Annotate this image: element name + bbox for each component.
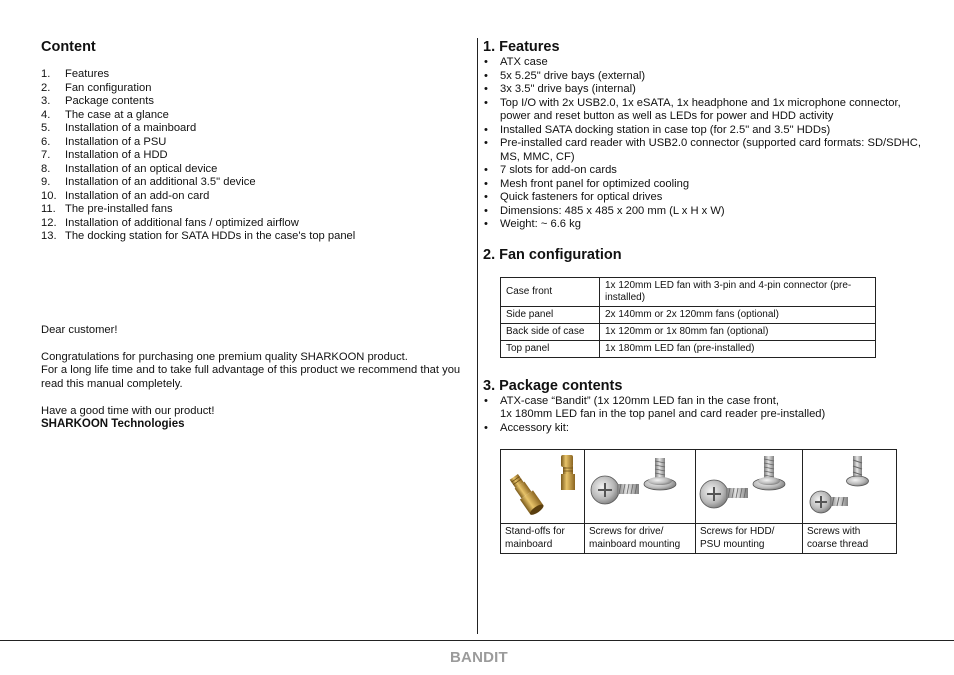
list-item: • Dimensions: 485 x 485 x 200 mm (L x H x W) — [483, 205, 923, 219]
list-item: • ATX case — [483, 56, 923, 70]
table-cell: Top panel — [501, 340, 600, 357]
column-divider — [477, 38, 478, 634]
accessory-caption: Screws for HDD/ PSU mounting — [696, 524, 803, 554]
list-item: • Mesh front panel for optimized cooling — [483, 178, 923, 192]
table-row — [501, 450, 897, 524]
hdd-screws-image — [696, 450, 803, 524]
list-item: • Top I/O with 2x USB2.0, 1x eSATA, 1x headphone and 1x microphone connector, power and reset button as well as LEDs for power and HDD activity — [483, 97, 923, 124]
table-row — [501, 340, 876, 357]
standoff-image — [501, 450, 585, 524]
toc-item: 11. The pre-installed fans — [41, 203, 173, 215]
table-cell: 2x 140mm or 2x 120mm fans (optional) — [600, 306, 876, 323]
list-item: • Accessory kit: — [483, 422, 923, 436]
list-item: • Weight: ~ 6.6 kg — [483, 218, 923, 232]
letter-line: For a long life time and to take full advantage of this product we recommend that you read this manual completely. — [41, 364, 461, 390]
list-item: • ATX-case “Bandit” (1x 120mm LED fan in the case front, 1x 180mm LED fan in the top panel and card reader pre-installed) — [483, 395, 923, 422]
letter-line: Congratulations for purchasing one premium quality SHARKOON product. — [41, 350, 408, 363]
features-title: 1. Features — [483, 39, 560, 55]
letter-closing: Have a good time with our product! — [41, 404, 215, 417]
list-item: • Installed SATA docking station in case top (for 2.5" and 3.5" HDDs) — [483, 124, 923, 138]
table-cell: 1x 120mm or 1x 80mm fan (optional) — [600, 323, 876, 340]
table-cell: 1x 180mm LED fan (pre-installed) — [600, 340, 876, 357]
letter-signature: SHARKOON Technologies — [41, 418, 185, 430]
footer-divider — [0, 640, 954, 641]
table-cell: 1x 120mm LED fan with 3-pin and 4-pin connector (pre-installed) — [600, 277, 876, 306]
fan-config-table — [500, 277, 876, 358]
accessory-caption: Screws with coarse thread — [803, 524, 897, 554]
package-list — [483, 395, 923, 436]
table-row — [501, 277, 876, 306]
toc-item: 4. The case at a glance — [41, 108, 169, 121]
drive-screws-icon — [585, 450, 695, 523]
list-item: • 5x 5.25" drive bays (external) — [483, 70, 923, 84]
table-row — [501, 306, 876, 323]
standoff-icon — [501, 450, 584, 523]
footer-product-name: BANDIT — [450, 649, 508, 666]
coarse-screws-icon — [803, 450, 896, 523]
drive-screws-image — [585, 450, 696, 524]
fan-config-title: 2. Fan configuration — [483, 246, 622, 263]
table-cell: Side panel — [501, 306, 600, 323]
toc-item: 2. Fan configuration — [41, 81, 152, 94]
toc-item: 1. Features — [41, 68, 110, 80]
package-title: 3. Package contents — [483, 377, 623, 394]
table-of-contents — [41, 68, 473, 244]
toc-item: 6. Installation of a PSU — [41, 135, 167, 148]
accessory-caption: Screws for drive/ mainboard mounting — [585, 524, 696, 554]
welcome-letter — [41, 324, 473, 432]
coarse-screws-image — [803, 450, 897, 524]
letter-greeting: Dear customer! — [41, 323, 118, 336]
table-cell: Case front — [501, 277, 600, 306]
toc-item: 8. Installation of an optical device — [41, 162, 218, 175]
table-cell: Back side of case — [501, 323, 600, 340]
toc-item: 9. Installation of an additional 3.5" device — [41, 176, 256, 188]
accessory-table — [500, 449, 897, 554]
hdd-screws-icon — [696, 450, 802, 523]
features-list — [483, 56, 923, 232]
right-column — [483, 38, 923, 554]
toc-item: 13. The docking station for SATA HDDs in the case's top panel — [41, 230, 356, 242]
toc-item: 7. Installation of a HDD — [41, 149, 168, 161]
table-row — [501, 323, 876, 340]
accessory-caption: Stand-offs for mainboard — [501, 524, 585, 554]
toc-item: 5. Installation of a mainboard — [41, 122, 197, 134]
toc-item: 3. Package contents — [41, 95, 154, 107]
toc-item: 10. Installation of an add-on card — [41, 189, 210, 202]
list-item: • 7 slots for add-on cards — [483, 164, 923, 178]
table-row — [501, 524, 897, 554]
list-item: • Pre-installed card reader with USB2.0 connector (supported card formats: SD/SDHC, MS, MMC, CF) — [483, 137, 923, 164]
list-item: • 3x 3.5" drive bays (internal) — [483, 83, 923, 97]
content-title: Content — [41, 39, 96, 55]
left-column — [41, 38, 473, 432]
list-item: • Quick fasteners for optical drives — [483, 191, 923, 205]
toc-item: 12. Installation of additional fans / optimized airflow — [41, 216, 299, 229]
